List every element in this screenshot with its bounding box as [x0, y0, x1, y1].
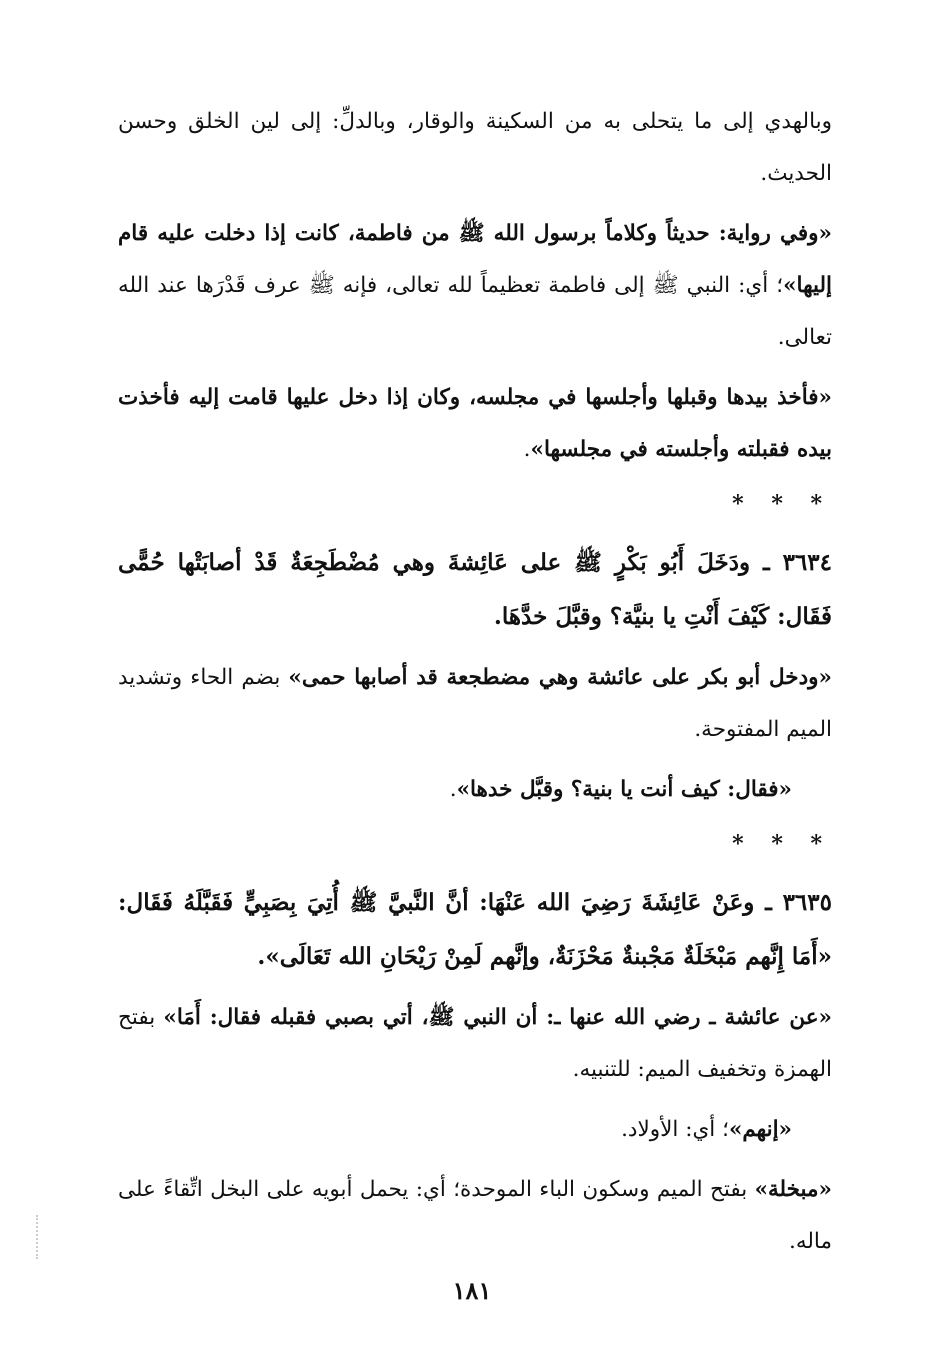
commentary-3635-3: [118, 1164, 832, 1268]
commentary-3635-2: [118, 1104, 832, 1156]
paragraph-3-quote: «فأخذ بيدها وقبلها وأجلسها في مجلسه، وكان إذا دخل عليها قامت إليه فأخذت بيده فقبلته وأجلسته في مجلسها»: [118, 385, 832, 462]
commentary-3634-2-quote: «فقال: كيف أنت يا بنية؟ وقبَّل خدها»: [456, 777, 792, 802]
hadith-3634: ٣٦٣٤ ـ ودَخَلَ أَبُو بَكْرٍ ﷺ على عَائِشةَ وهي مُضْطَجِعَةٌ قَدْ أصابَتْها حُمًّى فَقَال: كَيْفَ أَنْتِ يا بنيَّة؟ وقبَّلَ خدَّهَا.: [118, 549, 832, 630]
page-number: ١٨١: [452, 1276, 492, 1305]
commentary-3635-3-text: بفتح الميم وسكون الباء الموحدة؛ أي: يحمل أبويه على البخل اتِّقاءً على ماله.: [118, 1177, 832, 1254]
commentary-3635-1-text: بفتح الهمزة وتخفيف الميم: للتنبيه.: [118, 1005, 832, 1082]
paragraph-3: [118, 372, 832, 476]
paragraph-1: [118, 96, 832, 200]
paragraph-3-text: .: [523, 437, 531, 462]
commentary-3634-1: [118, 652, 832, 756]
commentary-3634-2-text: .: [449, 777, 457, 802]
section-separator-2: * * *: [732, 831, 832, 857]
commentary-3635-1-quote: «عن عائشة ـ رضي الله عنها ـ: أن النبي ﷺ، أتي بصبي فقبله فقال: أَمَا»: [163, 1005, 832, 1030]
paragraph-2: [118, 208, 832, 364]
scan-margin-mark: [36, 1215, 40, 1259]
section-separator-1: * * *: [732, 491, 832, 517]
commentary-3634-1-quote: «ودخل أبو بكر على عائشة وهي مضطجعة قد أصابها حمى»: [288, 665, 832, 690]
commentary-3634-2: [118, 764, 832, 816]
commentary-3635-2-text: ؛ أي: الأولاد.: [621, 1117, 729, 1142]
commentary-3634-1-text: بضم الحاء وتشديد الميم المفتوحة.: [118, 665, 832, 742]
paragraph-2-text: ؛ أي: النبي ﷺ إلى فاطمة تعظيماً لله تعالى، فإنه ﷺ عرف قَدْرَها عند الله تعالى.: [118, 273, 832, 350]
paragraph-1-text: وبالهدي إلى ما يتحلى به من السكينة والوقار، وبالدلِّ: إلى لين الخلق وحسن الحديث.: [118, 109, 832, 186]
commentary-3635-1: [118, 992, 832, 1096]
commentary-3635-2-quote: «إنهم»: [728, 1117, 792, 1142]
page-content: [118, 96, 832, 1276]
paragraph-2-quote: «وفي رواية: حديثاً وكلاماً برسول الله ﷺ من فاطمة، كانت إذا دخلت عليه قام إليها»: [118, 221, 832, 298]
hadith-3635: ٣٦٣٥ ـ وعَنْ عَائِشَةَ رَضِيَ الله عَنْهَا: أنَّ النَّبيَّ ﷺ أُتِيَ بِصَبِيٍّ فَقَبَّلَهُ فَقَال: «أَمَا إِنَّهم مَبْخَلَةٌ مَجْبنةٌ مَحْزَنَةٌ، وإنَّهم لَمِنْ رَيْحَانِ الله تَعَالَى».: [118, 889, 832, 970]
commentary-3635-3-quote: «مبخلة»: [754, 1177, 832, 1202]
